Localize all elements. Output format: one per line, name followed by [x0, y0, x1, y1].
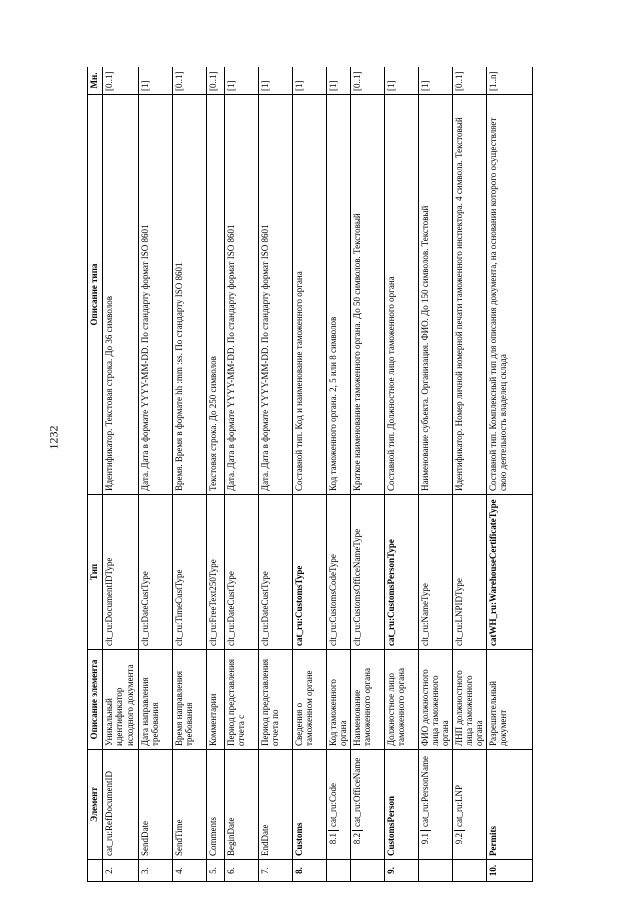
subnumber-divider	[420, 829, 431, 831]
row-type: clt_ru:DateCustType	[225, 495, 259, 650]
subnumber-divider	[352, 829, 363, 831]
row-element-desc: Должностное лицо таможенного органа	[384, 650, 418, 750]
row-element-desc: Наименование таможенного органа	[350, 650, 384, 750]
header-element-desc: Описание элемента	[88, 650, 103, 750]
row-element: Permits	[486, 750, 532, 860]
row-number: 10.	[486, 860, 532, 882]
row-element-name: cat_ru:Code	[328, 783, 338, 827]
table-row	[207, 67, 225, 882]
row-element-desc: Дата направления требования	[139, 650, 173, 750]
row-number: 5.	[207, 860, 225, 882]
row-element-desc: Период представления отчета с	[225, 650, 259, 750]
row-type: clt_ru:LNPIDType	[452, 495, 486, 650]
row-number: 3.	[139, 860, 173, 882]
row-type-desc: Наименование субъекта. Организация. ФИО. До 150 символов. Текстовый	[418, 95, 452, 495]
row-subnumber: 8.1	[328, 833, 338, 845]
table-row	[139, 67, 173, 882]
table-row	[327, 67, 351, 882]
row-type-desc: Текстовая строка. До 250 символов	[207, 95, 225, 495]
subnumber-divider	[454, 829, 465, 831]
row-element	[350, 750, 384, 860]
row-type: cat_ru:CustomsType	[293, 495, 327, 650]
row-type: clt_ru:CustomsCodeType	[327, 495, 351, 650]
rotated-table-container	[87, 67, 587, 882]
row-element-desc: ФИО должностного лица таможенного органа	[418, 650, 452, 750]
table-row	[486, 67, 532, 882]
row-mn: [1..n]	[486, 67, 532, 95]
table-body	[103, 67, 533, 882]
page-number: 1232	[46, 425, 61, 450]
row-type: clt_ru:DocumentIDType	[103, 495, 139, 650]
row-type: catWH_ru:WarehouseCertificateType	[486, 495, 532, 650]
row-mn: [1]	[139, 67, 173, 95]
row-type-desc: Дата. Дата в формате YYYY-MM-DD. По стандарту формат ISO 8601	[259, 95, 293, 495]
table-row	[225, 67, 259, 882]
row-element-desc: Разрешительный документ	[486, 650, 532, 750]
row-element-desc: Уникальный идентификатор исходного документа	[103, 650, 139, 750]
table-row	[103, 67, 139, 882]
row-element	[327, 750, 351, 860]
row-type: clt_ru:FreeText250Type	[207, 495, 225, 650]
row-type: clt_ru:NameType	[418, 495, 452, 650]
row-subnumber: 9.2	[453, 833, 464, 845]
header-type: Тип	[88, 495, 103, 650]
row-type-desc: Составной тип. Код и наименование таможенного органа	[293, 95, 327, 495]
header-mn: Мн.	[88, 67, 103, 95]
row-type-desc: Дата. Дата в формате YYYY-MM-DD. По стандарту формат ISO 8601	[139, 95, 173, 495]
table-row	[452, 67, 486, 882]
row-element: BeginDate	[225, 750, 259, 860]
row-number: 9.	[384, 860, 418, 882]
table-row	[259, 67, 293, 882]
row-element-name: cat_ru:LNP	[453, 785, 464, 827]
row-element-name: cat_ru:PersonName	[419, 756, 430, 827]
table-row	[293, 67, 327, 882]
row-mn: [1]	[384, 67, 418, 95]
row-mn: [1]	[418, 67, 452, 95]
row-mn: [0..1]	[173, 67, 207, 95]
document-sheet	[87, 67, 587, 882]
table-header-row	[88, 67, 103, 882]
row-type-desc: Составной тип. Комплексный тип для описания документа, на основании которого осуществляет свою деятельность владелец склада	[486, 95, 532, 495]
row-mn: [0..1]	[103, 67, 139, 95]
row-element	[452, 750, 486, 860]
row-number	[452, 860, 486, 882]
row-element: Comments	[207, 750, 225, 860]
row-element-desc: Время направления требования	[173, 650, 207, 750]
table-row	[418, 67, 452, 882]
row-type-desc: Составной тип. Должностное лицо таможенного органа	[384, 95, 418, 495]
row-element: EndDate	[259, 750, 293, 860]
row-mn: [1]	[293, 67, 327, 95]
row-number	[327, 860, 351, 882]
row-number	[418, 860, 452, 882]
header-num	[88, 860, 103, 882]
row-number: 7.	[259, 860, 293, 882]
row-type-desc: Дата. Дата в формате YYYY-MM-DD. По стандарту формат ISO 8601	[225, 95, 259, 495]
row-mn: [1]	[327, 67, 351, 95]
row-element: CustomsPerson	[384, 750, 418, 860]
row-element-desc: Период представления отчета по	[259, 650, 293, 750]
row-element: cat_ru:RefDocumentID	[103, 750, 139, 860]
row-mn: [1]	[225, 67, 259, 95]
row-element-name: cat_ru:OfficeName	[351, 757, 362, 827]
element-spec-table	[87, 67, 533, 882]
row-number: 2.	[103, 860, 139, 882]
row-mn: [0..1]	[452, 67, 486, 95]
table-row	[350, 67, 384, 882]
row-element-desc: ЛНП должностного лица таможенного органа	[452, 650, 486, 750]
row-element: Customs	[293, 750, 327, 860]
table-row	[173, 67, 207, 882]
row-mn: [1]	[259, 67, 293, 95]
row-element-desc: Сведения о таможенном органе	[293, 650, 327, 750]
row-type: clt_ru:DateCustType	[139, 495, 173, 650]
row-type-desc: Время. Время в формате hh :mm :ss. По стандарту ISO 8601	[173, 95, 207, 495]
row-type: clt_ru:CustomsOfficeNameType	[350, 495, 384, 650]
row-subnumber: 9.1	[419, 833, 430, 845]
row-number	[350, 860, 384, 882]
row-type: clt_ru:DateCustType	[259, 495, 293, 650]
row-type-desc: Идентификатор. Номер личной номерной печати таможенного инспектора. 4 символа. Текстовый	[452, 95, 486, 495]
header-type-desc: Описание типа	[88, 95, 103, 495]
row-type: clt_ru:TimeCustType	[173, 495, 207, 650]
row-element-desc: Код таможенного органа	[327, 650, 351, 750]
row-element	[418, 750, 452, 860]
subnumber-divider	[328, 829, 339, 831]
row-number: 4.	[173, 860, 207, 882]
row-element: SendDate	[139, 750, 173, 860]
row-number: 6.	[225, 860, 259, 882]
row-mn: [0..1]	[350, 67, 384, 95]
row-element-desc: Комментарии	[207, 650, 225, 750]
row-type: cat_ru:CustomsPersonType	[384, 495, 418, 650]
row-type-desc: Краткое наименование таможенного органа. До 50 символов. Текстовый	[350, 95, 384, 495]
table-row	[384, 67, 418, 882]
row-type-desc: Код таможенного органа. 2, 5 или 8 символов	[327, 95, 351, 495]
row-type-desc: Идентификатор. Текстовая строка. До 36 символов	[103, 95, 139, 495]
row-element: SendTime	[173, 750, 207, 860]
row-mn: [0..1]	[207, 67, 225, 95]
row-subnumber: 8.2	[351, 833, 362, 845]
header-element: Элемент	[88, 750, 103, 860]
row-number: 8.	[293, 860, 327, 882]
